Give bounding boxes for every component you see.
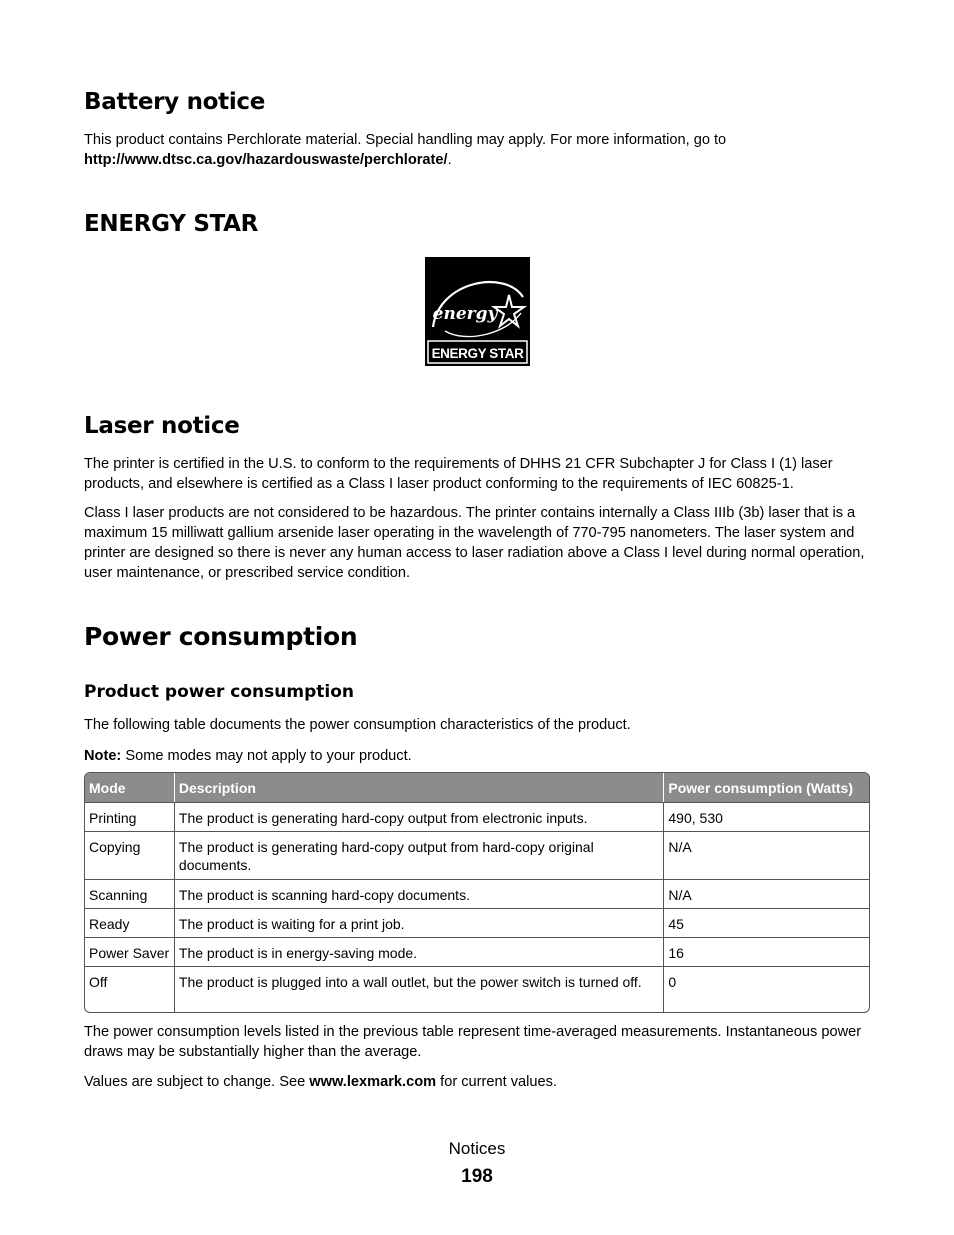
power-heading: Power consumption: [84, 622, 358, 651]
page-number: 198: [461, 1166, 493, 1187]
note-label: Note:: [84, 748, 122, 764]
product-power-subheading: Product power consumption: [84, 682, 354, 702]
cell-description: The product is in energy-saving mode.: [175, 937, 664, 966]
battery-url[interactable]: http://www.dtsc.ca.gov/hazardouswaste/perchlorate/: [84, 152, 448, 168]
logo-caption: ENERGY STAR: [431, 346, 524, 361]
table-row: [85, 831, 869, 879]
note-text: Some modes may not apply to your product.: [125, 748, 412, 764]
cell-power: 45: [664, 908, 869, 937]
footer-section: Notices: [448, 1139, 506, 1158]
header-mode: Mode: [85, 773, 175, 802]
battery-text: This product contains Perchlorate material. Special handling may apply. For more information, go to http://www.dtsc.ca.gov/hazardouswaste/perchlorate/.: [84, 132, 727, 168]
cell-power: N/A: [664, 831, 869, 879]
cell-description: The product is generating hard-copy output from electronic inputs.: [175, 802, 664, 831]
cell-mode: Scanning: [85, 879, 175, 908]
power-after-1: The power consumption levels listed in the previous table represent time-averaged measurements. Instantaneous power draws may be substantially higher than the average.: [84, 1024, 862, 1060]
energy-star-heading: ENERGY STAR: [84, 211, 259, 237]
table-header-row: [85, 773, 869, 802]
cell-mode: Ready: [85, 908, 175, 937]
cell-mode: Power Saver: [85, 937, 175, 966]
logo-script: energy: [432, 304, 498, 324]
laser-para-1: The printer is certified in the U.S. to conform to the requirements of DHHS 21 CFR Subchapter J for Class I (1) laser products, and elsewhere is certified as a Class I laser product conforming to the requirements of IEC 60825-1.: [84, 456, 833, 492]
power-table: [84, 772, 870, 1013]
laser-para-2: Class I laser products are not considered to be hazardous. The printer contains internally a Class IIIb (3b) laser that is a maximum 15 milliwatt gallium arsenide laser operating in the wavelength of 770-795 nanometers. The laser system and printer are designed so there is never any human access to laser radiation above a Class I level during normal operation, user maintenance, or prescribed service condition.: [84, 505, 865, 581]
battery-heading: Battery notice: [84, 89, 266, 115]
energy-star-logo: [425, 257, 530, 366]
cell-mode: Copying: [85, 831, 175, 879]
cell-power: 0: [664, 966, 869, 1012]
laser-heading: Laser notice: [84, 413, 240, 439]
cell-description: The product is plugged into a wall outlet, but the power switch is turned off.: [175, 966, 664, 1012]
cell-power: N/A: [664, 879, 869, 908]
cell-mode: Off: [85, 966, 175, 1012]
cell-description: The product is waiting for a print job.: [175, 908, 664, 937]
cell-power: 490, 530: [664, 802, 869, 831]
table-row: [85, 908, 869, 937]
cell-mode: Printing: [85, 802, 175, 831]
power-intro: The following table documents the power consumption characteristics of the product.: [84, 717, 631, 733]
header-power: Power consumption (Watts): [664, 773, 869, 802]
cell-description: The product is generating hard-copy output from hard-copy original documents.: [175, 831, 664, 879]
power-after-2: Values are subject to change. See www.lexmark.com for current values.: [84, 1074, 557, 1090]
table-row: [85, 802, 869, 831]
lexmark-link[interactable]: www.lexmark.com: [309, 1074, 437, 1090]
table-row: [85, 937, 869, 966]
table-row: [85, 879, 869, 908]
table-row: [85, 966, 869, 1012]
note: [84, 746, 870, 766]
cell-description: The product is scanning hard-copy documents.: [175, 879, 664, 908]
cell-power: 16: [664, 937, 869, 966]
header-description: Description: [175, 773, 664, 802]
